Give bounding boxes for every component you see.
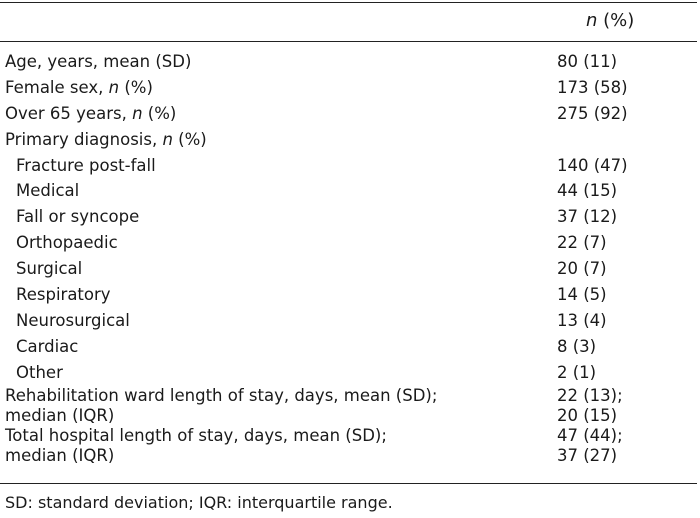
- table-row: [0, 204, 697, 230]
- table-row: [0, 360, 697, 386]
- table-body: [0, 49, 697, 466]
- column-header-pct: (%): [597, 10, 635, 31]
- table-row: [0, 153, 697, 179]
- table-footnote: SD: standard deviation; IQR: interquartile range.: [5, 493, 393, 512]
- row-label: Cardiac: [16, 336, 79, 356]
- row-value: 275 (92): [557, 103, 628, 123]
- row-label: Over 65 years, n (%): [5, 103, 177, 123]
- row-value: 22 (13); 20 (15): [557, 385, 623, 425]
- row-label: Fracture post-fall: [16, 155, 156, 175]
- table-row: [0, 256, 697, 282]
- row-label: Other: [16, 362, 63, 382]
- table-row: [0, 308, 697, 334]
- row-label: Age, years, mean (SD): [5, 52, 192, 71]
- row-value: 80 (11): [557, 52, 618, 71]
- row-label: Total hospital length of stay, days, mean (SD); median (IQR): [5, 425, 387, 465]
- row-value: 47 (44); 37 (27): [557, 425, 623, 465]
- row-label: Female sex, n (%): [5, 77, 153, 97]
- table-bottom-rule: [0, 483, 697, 484]
- table-row: [0, 282, 697, 308]
- row-label: Neurosurgical: [16, 310, 130, 330]
- table-header-rule: [0, 41, 697, 42]
- row-value: 8 (3): [557, 336, 597, 356]
- row-label: Orthopaedic: [16, 233, 118, 253]
- table-row: [0, 101, 697, 127]
- row-label: Fall or syncope: [16, 207, 140, 227]
- table-top-rule: [0, 2, 697, 3]
- table-row: [0, 426, 697, 466]
- row-value: 20 (7): [557, 259, 607, 279]
- row-value: 13 (4): [557, 310, 607, 330]
- table-row: [0, 127, 697, 153]
- table-row: [0, 178, 697, 204]
- row-value: 14 (5): [557, 285, 607, 305]
- row-label: Respiratory: [16, 285, 111, 305]
- table-row: [0, 75, 697, 101]
- table-row: [0, 334, 697, 360]
- row-value: 44 (15): [557, 181, 618, 201]
- column-header-n: n: [586, 10, 598, 31]
- column-header-n-percent: [586, 10, 634, 31]
- row-value: 2 (1): [557, 362, 597, 382]
- row-label: Primary diagnosis, n (%): [5, 129, 207, 149]
- table-row: [0, 230, 697, 256]
- row-value: 173 (58): [557, 77, 628, 97]
- row-label: Medical: [16, 181, 80, 201]
- table-row: [0, 49, 697, 75]
- row-value: 22 (7): [557, 233, 607, 253]
- row-value: 37 (12): [557, 207, 618, 227]
- row-value: 140 (47): [557, 155, 628, 175]
- row-label: Rehabilitation ward length of stay, days, mean (SD); median (IQR): [5, 385, 438, 425]
- table-row: [0, 386, 697, 426]
- row-label: Surgical: [16, 259, 83, 279]
